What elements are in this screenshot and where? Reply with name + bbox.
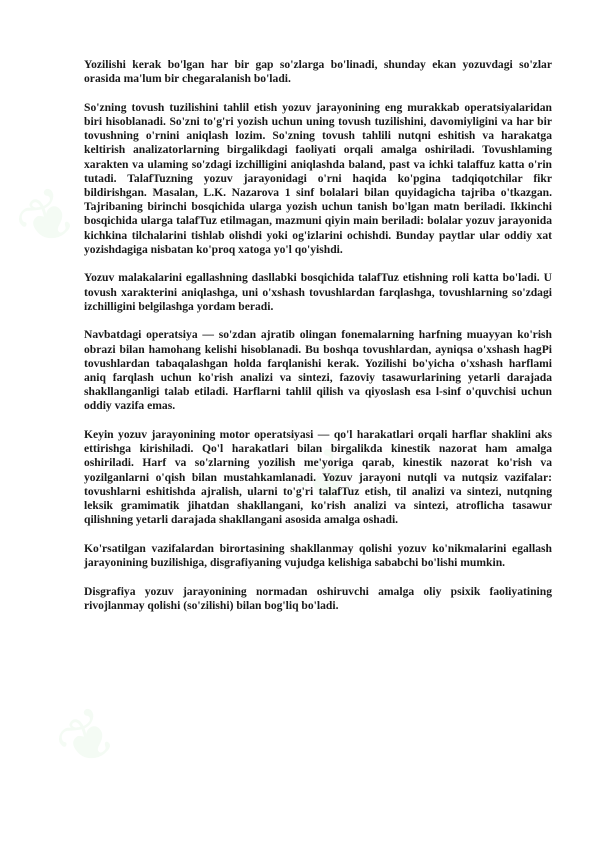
watermark-bottom: ❦ [41,691,135,787]
paragraph-6: Ko'rsatilgan vazifalardan birortasining shakllanmay qolishi yozuv ko'nikmalarini egallash jarayonining buzilishiga, disgrafiyaning vujudga kelishiga sababchi bo'lishi mumkin. [84,541,552,570]
paragraph-1: Yozilishi kerak bo'lgan har bir gap so'zlarga bo'linadi, shunday ekan yozuvdagi so'zlar orasida ma'lum bir chegaralanish bo'ladi. [84,58,552,86]
watermark-top: ❦ [1,171,95,267]
document-page [84,58,552,627]
watermark-middle: ❦ [281,431,375,527]
paragraph-2: So'zning tovush tuzilishini tahlil etish yozuv jarayonining eng murakkab operatsiyalaridan biri hisoblanadi. So'zni to'g'ri yozish uchun uning tovush tuzilishini, davomiyligini va har bir tovushning o'rnini aniqlash lozim. So'zning tovush tahlili nutqni eshitish va harakatga keltirish analizatorlarning birgalikdagi faoliyati orqali amalga oshiriladi. Tovushlaming xarakten va ulaming so'zdagi izchilligini aniqlashda baland, past va ichki talaffuz katta o'rin tutadi. TalafTuzning yozuv jarayonidagi o'rni haqida ko'pgina tadqiqotchilar fikr bildirishgan. Masalan, L.K. Nazarova 1 sinf bolalari bilan quyidagicha tajriba o'tkazgan. Tajribaning birinchi bosqichida ularga yozish uchun tanish bo'lgan matn beriladi. Ikkinchi bosqichida ularga talafTuz etilmagan, mazmuni qiyin main beriladi: bolalar yozuv jarayonida kichkina tilchalarini tishlab olishdi yoki og'izlarini ochishdi. Bunday paytlar ular oddiy xat yozishdagiga nisbatan ko'proq xatoga yo'l qo'yishdi. [84,100,552,256]
paragraph-7: Disgrafiya yozuv jarayonining normadan oshiruvchi amalga oliy psixik faoliyatining rivojlanmay qolishi (so'zilishi) bilan bog'liq bo'ladi. [84,584,552,612]
paragraph-4: Navbatdagi operatsiya — so'zdan ajratib olingan fonemalarning harfning muayyan ko'rish obrazi bilan hamohang kelishi hisoblanadi. Bu boshqa tovushlardan, ayniqsa o'xshash hagPi tovushlardan tabaqalashgan holda farqlanishi kerak. Yozilishi bo'yicha o'xshash harflami aniq farqlash uchun ko'rish analizi va sintezi, fazoviy tasawurlarining yetarli darajada shakllanganligi talab etiladi. Harflarni tahlil qilish va qiyoslash esa l-sinf o'quvchisi uchun oddiy vazifa emas. [84,328,552,413]
paragraph-5: Keyin yozuv jarayonining motor operatsiyasi — qo'l harakatlari orqali harflar shaklini aks ettirishga kirishiladi. Qo'l harakatlari bilan birgalikda kinestik nazorat ham amalga oshiriladi. Harf va so'zlarning yozilish me'yoriga qarab, kinestik nazorat ko'rish va yozilganlarni o'qish bilan mustahkamlanadi. Yozuv jarayoni nutqli va nutqsiz vazifalar: tovushlarni eshitishda ajralish, ularni to'g'ri talafTuz etish, til analizi va sintezi, nutqning leksik gramimatik jihatdan shakllangani, ko'rish analizi va sintezi, atroflicha tasawur qilishning yetarli darajada shakllangani asosida amalga oshadi. [84,428,552,527]
paragraph-3: Yozuv malakalarini egallashning dasllabki bosqichida talafTuz etishning roli katta bo'ladi. U tovush xarakterini aniqlashga, uni o'xshash tovushlardan farqlashga, tovushlarning so'zdagi izchilligini belgilashga yordam beradi. [84,271,552,313]
